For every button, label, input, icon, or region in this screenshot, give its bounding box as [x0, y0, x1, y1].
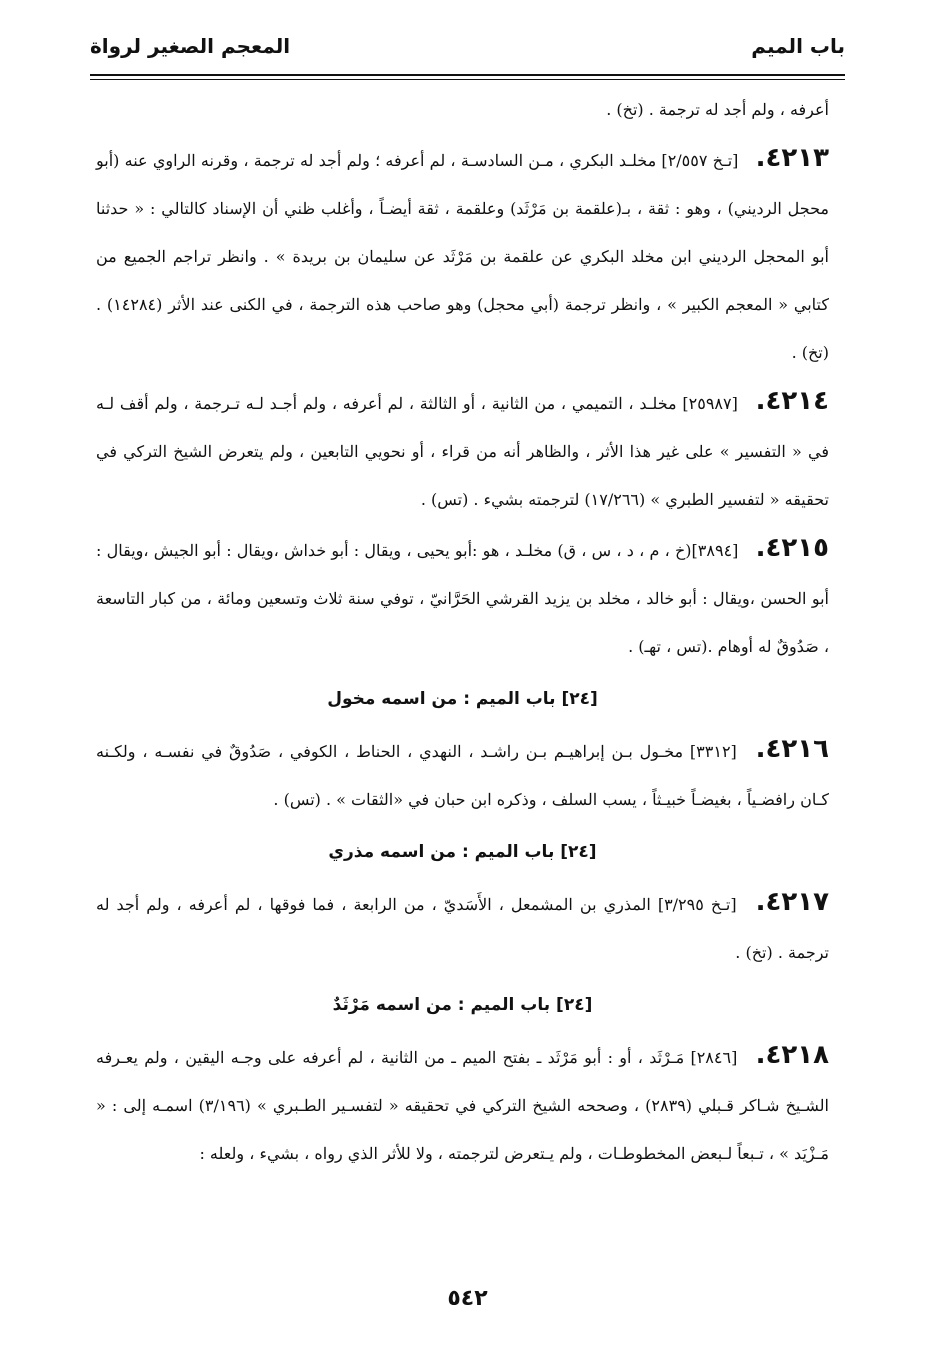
entry-4213 — [96, 134, 829, 377]
entry-text: [٢٥٩٨٧] مخلـد ، التميمي ، من الثانية ، أو الثالثة ، لم أعرفه ، ولم أجـد لـه تـرجمة ، ولم أقف لـه في « التفسير » على غير هذا الأثر ، والظاهر أنه من قراء ، أو نحويي التابعين ، ولم يتعرض الشيخ التركي في تحقيقه « لتفسير الطبري » (١٧/٢٦٦) لترجمته بشيء . (تس) . — [96, 394, 829, 509]
section-heading: [٢٤] باب الميم : من اسمه مخول — [327, 689, 598, 709]
entry-4214 — [96, 377, 829, 524]
entry-text: [تـخ ٣/٢٩٥] المذري بن المشمعل ، الأَسَديّ ، من الرابعة ، فما فوقها ، لم أعرفه ، ولم أجد له ترجمة . (تخ) . — [96, 895, 829, 962]
entry-text: [تـخ ٢/٥٥٧] مخلـد البكري ، مـن السادسـة ، لم أعرفه ؛ ولم أجد له ترجمة ، وقرنه الراوي عنه (أبو محجل الرديني) ، وهو : ثقة ، بـ(علقمة بن مَرْثَد) وعلقمة ، ثقة أيضـاً ، وأغلب ظني أن الإسناد كالتالي : « حدثنا أبو المحجل الرديني ابن مخلد البكري عن علقمة بن مَرْثَد عن سليمان بن بريدة » . وانظر تراجم الجميع من كتابي « المعجم الكبير » ، وانظر ترجمة (أبي محجل) وهو صاحب هذه الترجمة ، في الكنى عند الأثر (١٤٢٨٤) . (تخ) . — [96, 151, 830, 362]
continued-paragraph: أعرفه ، ولم أجد له ترجمة . (تخ) . — [606, 100, 829, 119]
entry-4217 — [96, 878, 829, 977]
section-heading: [٢٤] باب الميم : من اسمه مذري — [328, 842, 597, 862]
chapter-title: باب الميم — [751, 34, 845, 58]
entry-number: ٤٢١٧. — [755, 887, 829, 917]
entry-text: [٣٨٩٤](خ ، م ، د ، س ، ق) مخلـد ، هو :أبو يحيى ، ويقال : أبو خداش ،ويقال : أبو الجيش ،ويقال : أبو الحسن ،ويقال : أبو خالد ، مخلد بن يزيد القرشي الحَرَّانيّ ، توفي سنة ثلاث وتسعين ومائة ، من كبار التاسعة ، صَدُوقٌ له أوهام .(تس ، تهـ) . — [96, 541, 829, 656]
page-body — [96, 86, 829, 1178]
section-heading: [٢٤] باب الميم : من اسمه مَرْثَدٌ — [332, 995, 593, 1015]
header-rule — [90, 74, 845, 80]
entry-number: ٤٢١٣. — [755, 143, 830, 173]
entry-4215 — [96, 524, 829, 671]
entry-text: [٢٨٤٦] مَـرْثَد ، أو : أبو مَرْثَد ـ بفتح الميم ـ من الثانية ، لم أعرفه على وجـه اليقين ، ولم يعـرفه الشـيخ شـاكر قـبلي (٢٨٣٩) ، وصححه الشيخ التركي في تحقيقه « لتفسـير الطـبري » (٣/١٩٦) اسمـه إلى : « مَـزْيَد » ، تـبعاً لـبعض المخطوطـات ، ولم يـتعرض لترجمته ، ولا للأثر الذي رواه ، بشيء ، ولعله : — [96, 1048, 829, 1163]
entry-number: ٤٢١٤. — [755, 386, 829, 416]
book-title: المعجم الصغير لرواة — [90, 34, 291, 58]
entry-4216 — [96, 725, 829, 824]
entry-number: ٤٢١٨. — [755, 1040, 829, 1070]
entry-number: ٤٢١٦. — [755, 734, 829, 764]
entry-number: ٤٢١٥. — [755, 533, 829, 563]
entry-text: [٣٣١٢] مخـول بـن إبراهيـم بـن راشـد ، النهدي ، الحناط ، الكوفي ، صَدُوقٌ في نفسـه ، ولكـنه كـان رافضـياً ، بغيضـاً خبيـثاً ، يسب السلف ، وذكره ابن حبان في «الثقات » . (تس) . — [96, 742, 829, 809]
running-header — [90, 30, 845, 66]
page-number: ٥٤٢ — [447, 1286, 488, 1311]
entry-4218 — [96, 1031, 829, 1178]
